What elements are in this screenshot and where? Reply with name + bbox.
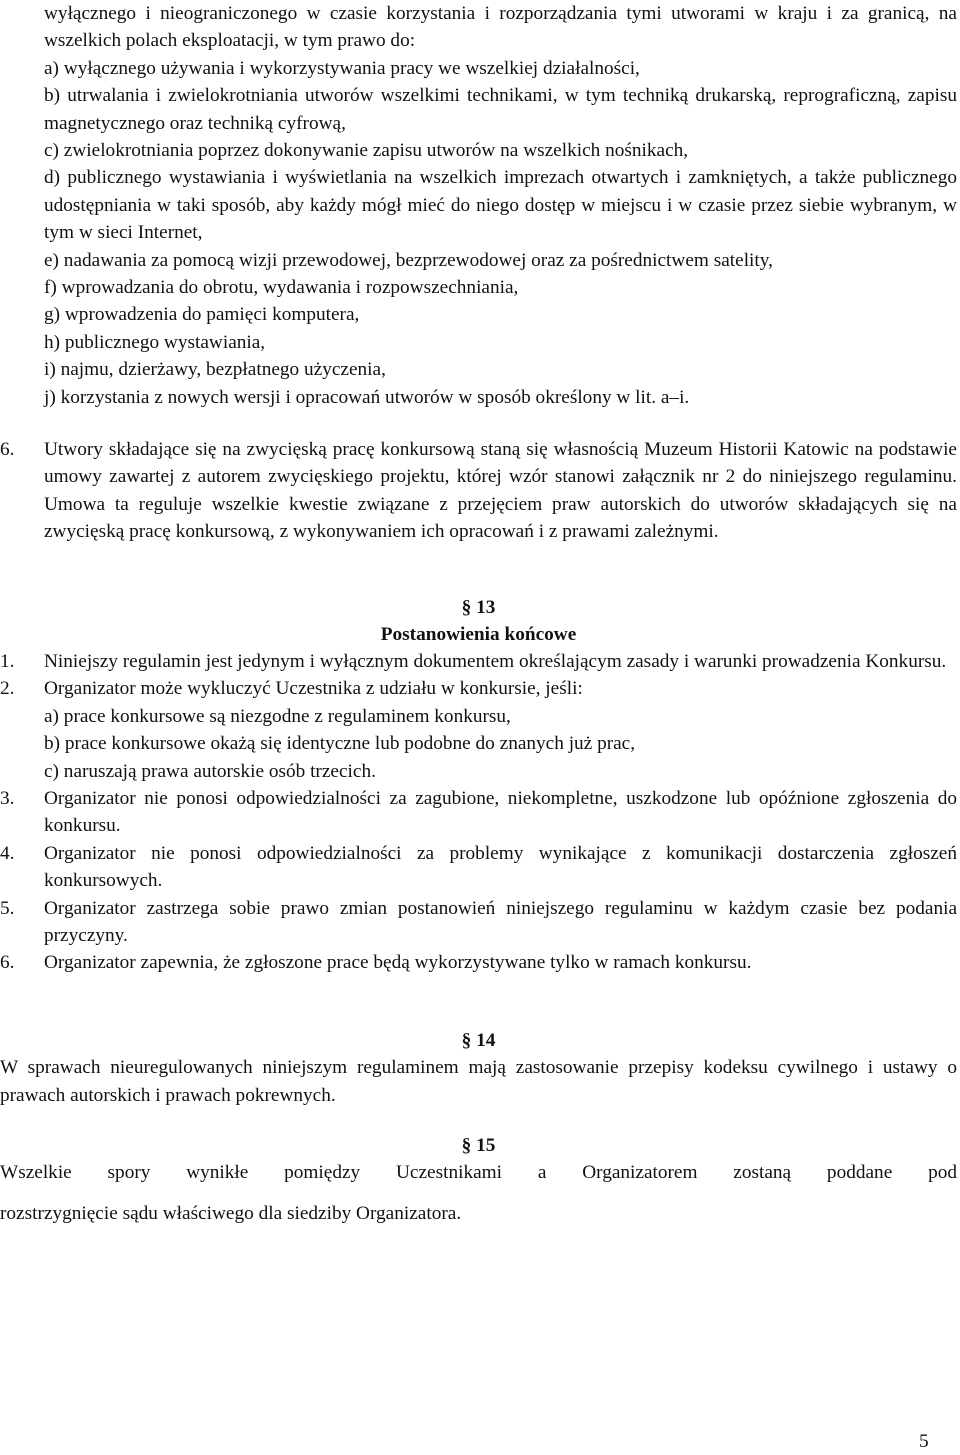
sublist-item: a) prace konkursowe są niezgodne z regulaminem konkursu, — [44, 705, 511, 727]
list-item-a: a) wyłącznego używania i wykorzystywania pracy we wszelkiej działalności, — [44, 57, 640, 79]
item-number: 4. — [0, 842, 15, 864]
list-item-d: d) publicznego wystawiania i wyświetlania na wszelkich imprezach otwartych i zamkniętych, a także publicznego udostępniania w taki sposób, aby każdy mógł mieć do niego dostęp w miejscu i w czasie przez siebie wybranym, w tym w sieci Internet, — [44, 167, 957, 244]
item-number: 3. — [0, 788, 15, 810]
item-text: Organizator może wykluczyć Uczestnika z udziału w konkursie, jeśli: — [44, 678, 583, 700]
point-6 — [0, 436, 957, 546]
item-text: Niniejszy regulamin jest jedynym i wyłącznym dokumentem określającym zasady i warunki prowadzenia Konkursu. — [44, 651, 947, 672]
numbered-item — [0, 895, 957, 950]
page-number: 5 — [919, 1431, 929, 1452]
numbered-item — [0, 648, 957, 675]
item-number: 6. — [0, 439, 15, 460]
item-text: Organizator zapewnia, że zgłoszone prace będą wykorzystywane tylko w ramach konkursu. — [44, 952, 752, 974]
section-text-line1: Wszelkie spory wynikłe pomiędzy Uczestnikami a Organizatorem zostaną poddane pod — [0, 1162, 957, 1184]
list-item-i: i) najmu, dzierżawy, bezpłatnego użyczenia, — [44, 359, 386, 381]
item-number: 5. — [0, 897, 15, 919]
numbered-item — [0, 949, 957, 976]
numbered-item — [0, 675, 957, 702]
section-text: W sprawach nieuregulowanych niniejszym regulaminem mają zastosowanie przepisy kodeksu cywilnego i ustawy o prawach autorskich i prawach pokrewnych. — [0, 1057, 957, 1106]
list-item-h: h) publicznego wystawiania, — [44, 331, 266, 353]
intro-lead: wyłącznego i nieograniczonego w czasie korzystania i rozporządzania tymi utworami w kraju i za granicą, na wszelkich polach eksploatacji, w tym prawo do: — [44, 3, 957, 52]
section-text-line2: rozstrzygnięcie sądu właściwego dla siedziby Organizatora. — [0, 1202, 462, 1224]
intro-block — [44, 0, 957, 411]
numbered-item — [0, 436, 957, 546]
list-item-j: j) korzystania z nowych wersji i opracowań utworów w sposób określony w lit. a–i. — [44, 386, 690, 408]
section-15 — [0, 1132, 957, 1227]
exclusion-sublist — [0, 703, 957, 785]
item-text: Organizator zastrzega sobie prawo zmian postanowień niniejszego regulaminu w każdym czasie bez podania przyczyny. — [44, 897, 957, 947]
sublist-item: b) prace konkursowe okażą się identyczne lub podobne do znanych już prac, — [44, 733, 636, 755]
section-symbol: § 13 — [461, 597, 496, 618]
list-item-b: b) utrwalania i zwielokrotniania utworów wszelkimi technikami, w tym techniką drukarską, reprograficzną, zapisu magnetycznego oraz techniką cyfrową, — [44, 85, 957, 134]
list-item-f: f) wprowadzania do obrotu, wydawania i rozpowszechniania, — [44, 277, 519, 299]
section-symbol: § 15 — [461, 1135, 496, 1156]
section-symbol: § 14 — [461, 1030, 496, 1051]
item-number: 1. — [0, 651, 15, 672]
numbered-item — [0, 785, 957, 840]
section-title: Postanowienia końcowe — [380, 624, 577, 646]
list-item-g: g) wprowadzenia do pamięci komputera, — [44, 304, 360, 326]
item-text: Utwory składające się na zwycięską pracę konkursową staną się własnością Muzeum Historii Katowic na podstawie umowy zawartej z autorem zwycięskiego projektu, której wzór stanowi załącznik nr 2 do niniejszego regulaminu. Umowa ta reguluje wszelkie kwestie związane z przejęciem praw autorskich do utworów składających się na zwycięską pracę konkursową, z wykonywaniem ich opracowań i z prawami zależnymi. — [44, 439, 957, 543]
item-text: Organizator nie ponosi odpowiedzialności za zagubione, niekompletne, uszkodzone lub opóźnione zgłoszenia do konkursu. — [44, 788, 957, 837]
final-provisions-list — [0, 648, 957, 977]
item-number: 2. — [0, 678, 15, 700]
list-item-e: e) nadawania za pomocą wizji przewodowej, bezprzewodowej oraz za pośrednictwem satelity, — [44, 249, 773, 271]
list-item-c: c) zwielokrotniania poprzez dokonywanie zapisu utworów na wszelkich nośnikach, — [44, 140, 689, 162]
section-14 — [0, 1027, 957, 1109]
sublist-item: c) naruszają prawa autorskie osób trzecich. — [44, 760, 376, 782]
numbered-item — [0, 840, 957, 895]
section-13 — [0, 594, 957, 649]
item-number: 6. — [0, 952, 15, 974]
item-text: Organizator nie ponosi odpowiedzialności za problemy wynikające z komunikacji dostarczenia zgłoszeń konkursowych. — [44, 842, 957, 892]
